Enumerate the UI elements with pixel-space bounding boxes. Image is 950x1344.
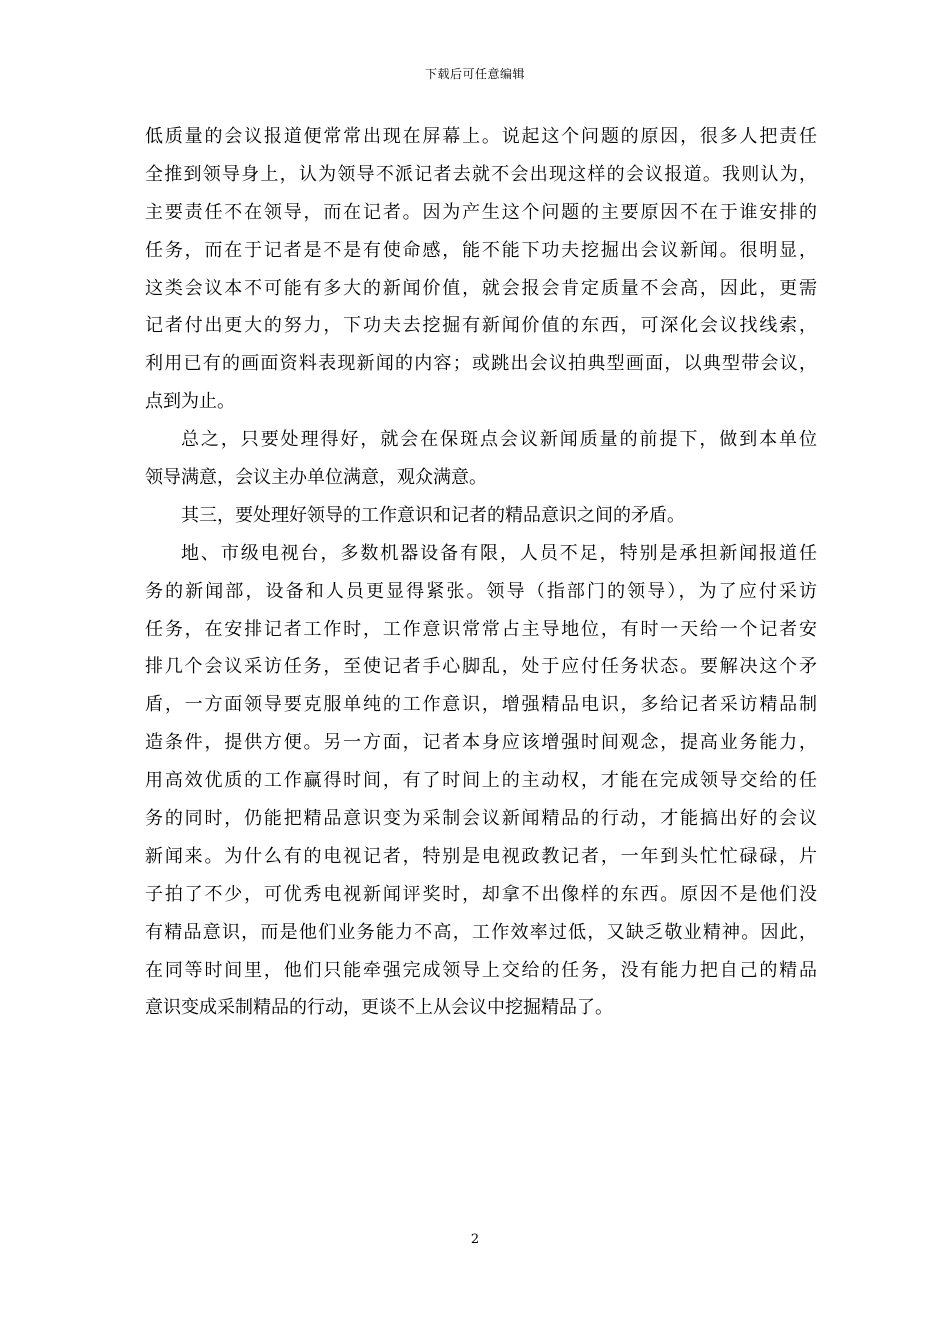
page-number: 2	[470, 1232, 480, 1247]
text-line: 主要责任不在领导，而在记者。因为产生这个问题的主要原因不在于谁安排的	[145, 201, 817, 223]
text-line: 记者付出更大的努力，下功夫去挖掘有新闻价值的东西，可深化会议找线索，	[145, 315, 817, 337]
text-line: 利用已有的画面资料表现新闻的内容；或跳出会议拍典型画面，以典型带会议，	[145, 353, 817, 375]
text-line: 总之，只要处理得好，就会在保斑点会议新闻质量的前提下，做到本单位	[181, 429, 817, 451]
text-line: 任务，而在于记者是不是有使命感，能不能下功夫挖掘出会议新闻。很明显，	[145, 239, 817, 261]
text-line: 用高效优质的工作赢得时间，有了时间上的主动权，才能在完成领导交给的任	[145, 770, 817, 792]
document-body	[145, 118, 817, 1027]
text-line: 其三，要处理好领导的工作意识和记者的精品意识之间的矛盾。	[181, 504, 685, 526]
page-header: 下载后可任意编辑	[424, 67, 525, 81]
text-line: 任务，在安排记者工作时，工作意识常常占主导地位，有时一天给一个记者安	[145, 618, 817, 640]
text-line: 造条件，提供方便。另一方面，记者本身应该增强时间观念，提高业务能力，	[145, 732, 817, 754]
text-line: 意识变成采制精品的行动，更谈不上从会议中挖掘精品了。	[145, 997, 613, 1019]
text-line: 有精品意识，而是他们业务能力不高，工作效率过低，又缺乏敬业精神。因此，	[145, 921, 817, 943]
paragraph	[145, 535, 817, 1028]
text-line: 盾，一方面领导要克服单纯的工作意识，增强精品电识，多给记者采访精品制	[145, 694, 817, 716]
text-line: 务的新闻部，设备和人员更显得紧张。领导（指部门的领导），为了应付采访	[145, 580, 817, 602]
text-line: 子拍了不少，可优秀电视新闻评奖时，却拿不出像样的东西。原因不是他们没	[145, 883, 817, 905]
text-line: 地、市级电视台，多数机器设备有限，人员不足，特别是承担新闻报道任	[181, 542, 817, 564]
paragraph	[145, 497, 817, 535]
text-line: 排几个会议采访任务，至使记者手心脚乱，处于应付任务状态。要解决这个矛	[145, 656, 817, 678]
text-line: 在同等时间里，他们只能牵强完成领导上交给的任务，没有能力把自己的精品	[145, 959, 817, 981]
text-line: 低质量的会议报道便常常出现在屏幕上。说起这个问题的原因，很多人把责任	[145, 126, 817, 147]
text-line: 点到为止。	[145, 391, 235, 413]
text-line: 务的同时，仍能把精品意识变为采制会议新闻精品的行动，才能搞出好的会议	[145, 808, 817, 830]
paragraph	[145, 421, 817, 497]
text-line: 领导满意，会议主办单位满意，观众满意。	[145, 467, 487, 489]
text-line: 新闻来。为什么有的电视记者，特别是电视政教记者，一年到头忙忙碌碌，片	[145, 845, 817, 867]
text-line: 这类会议本不可能有多大的新闻价值，就会报会肯定质量不会高，因此，更需	[145, 277, 817, 299]
paragraph	[145, 118, 817, 421]
text-line: 全推到领导身上，认为领导不派记者去就不会出现这样的会议报道。我则认为，	[145, 163, 817, 185]
